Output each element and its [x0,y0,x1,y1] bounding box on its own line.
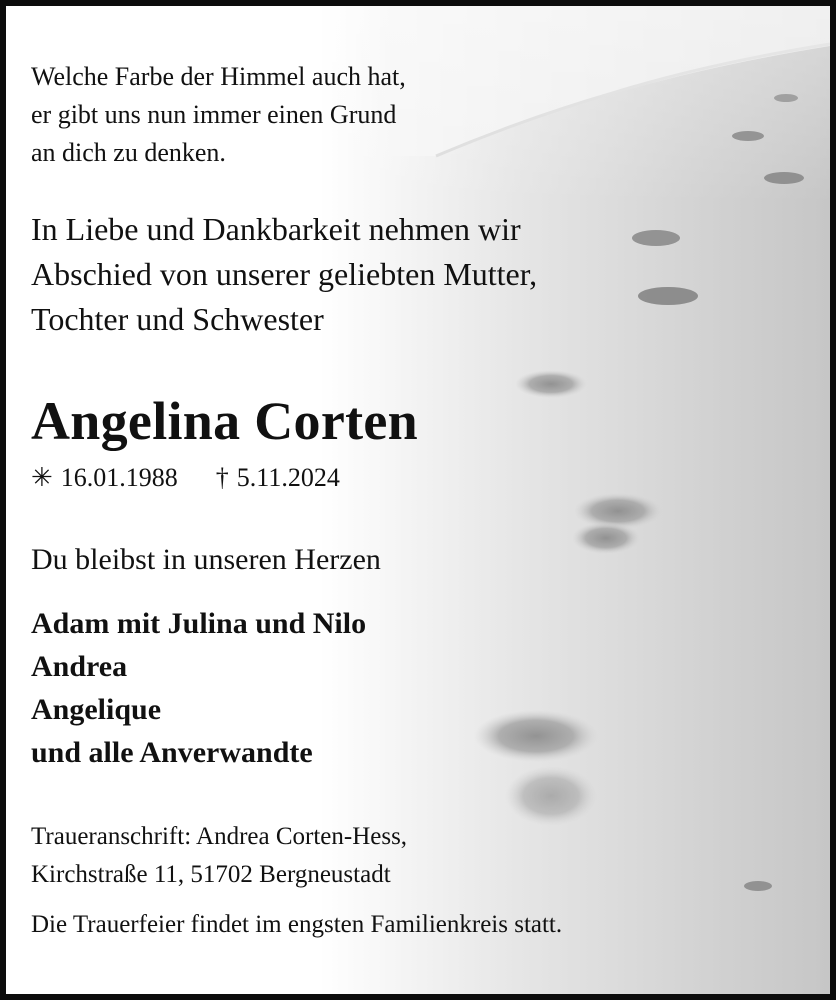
ceremony-note: Die Trauerfeier findet im engsten Familienkreis statt. [31,911,563,938]
verse-line: Welche Farbe der Himmel auch hat, [31,62,406,91]
address-line: Traueranschrift: Andrea Corten-Hess, [31,823,408,850]
life-dates [31,458,340,498]
birth-star-icon: ✳ [31,463,53,492]
verse-line: an dich zu denken. [31,138,226,167]
intro-text [31,207,537,342]
mourners-list [31,602,366,774]
intro-line: In Liebe und Dankbarkeit nehmen wir [31,211,521,247]
death-cross-icon: † [215,463,229,492]
deceased-name: Angelina Corten [31,391,418,451]
birth-date: 16.01.1988 [60,463,178,492]
mourner-line: Andrea [31,650,128,683]
mourner-line: und alle Anverwandte [31,736,313,769]
mourner-line: Adam mit Julina und Nilo [31,607,367,640]
intro-line: Abschied von unserer geliebten Mutter, [31,256,538,292]
verse-text [31,58,406,172]
mourner-line: Angelique [31,693,162,726]
verse-line: er gibt uns nun immer einen Grund [31,100,397,129]
farewell-text: Du bleibst in unseren Herzen [31,543,381,576]
intro-line: Tochter und Schwester [31,301,324,337]
address-line: Kirchstraße 11, 51702 Bergneustadt [31,861,391,888]
death-date: 5.11.2024 [236,463,340,492]
mourning-address [31,818,407,894]
